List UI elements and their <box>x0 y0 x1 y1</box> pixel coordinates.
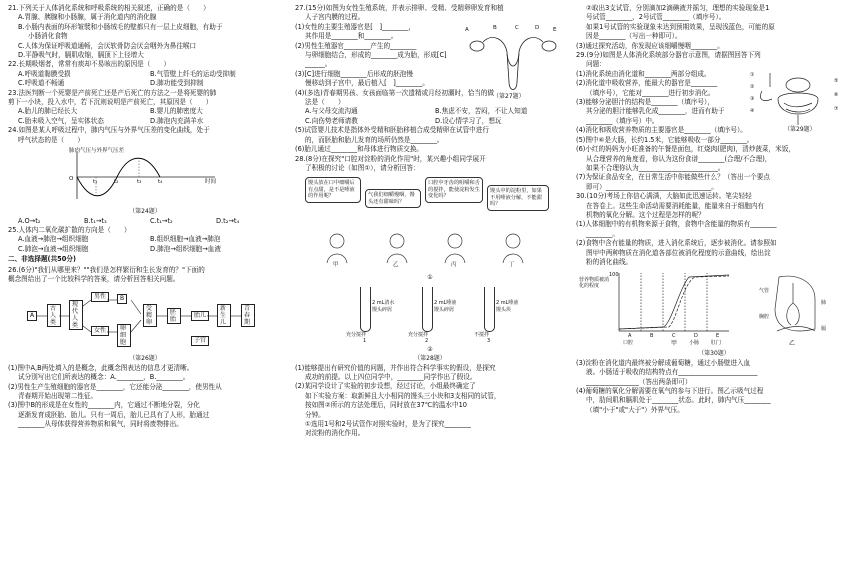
q24-xlabel: 时间 <box>205 179 217 186</box>
q30-sub1-cont: ________。 <box>586 229 619 238</box>
q28-fig2-label: ② <box>427 345 433 353</box>
q27-sub4-option-d: D.设心情学习了，想玩 <box>435 116 502 125</box>
concept-box-fetus: 胎儿 <box>191 311 209 321</box>
question-28 <box>295 155 565 439</box>
q22-option-d: D.肺功能受到抑制 <box>150 79 204 88</box>
q29-sub7-cont: 即可）________________________________。 <box>586 182 718 191</box>
tube2-top: 2 mL唾液 <box>434 299 457 306</box>
q25-stem: 25.人体内二氧化碳扩散的方向是（ ） <box>8 225 131 234</box>
concept-box-a: A <box>27 311 37 321</box>
q29-sub3-cont: 其分泌的胆汁能够乳化成________，进而有助于 <box>586 107 725 116</box>
q30-xtick-e: E <box>716 333 720 340</box>
q29-sub6-cont: 从合理营养的角度看，你认为这份食谱________(合理/不合理)， <box>586 154 772 163</box>
q24-option-c: C.t₁→t₂ <box>150 216 173 225</box>
q29-sub5: (5)图中⑥是大肠，长约1.5米，它能够吸收一部分________。 <box>576 135 754 144</box>
concept-box-puberty: 青春期 <box>241 304 255 327</box>
q27-sub3: (3)[C]进行细胞________后形成的胚泡慢 <box>295 69 413 78</box>
tube1-bottom: 充分搅拌 <box>346 331 367 338</box>
tube3-bottom: 不搅拌 <box>474 331 490 338</box>
q27-sub4-cont: 法是（ ） <box>305 98 345 107</box>
digestive-label-5: ⑤ <box>834 78 839 85</box>
concept-box-male: 男性 <box>91 292 109 302</box>
concept-box-ancient-human: 古人类 <box>47 304 61 327</box>
q29-sub3: (3)能够分泌胆汁的结构是________（填序号）， <box>576 98 714 107</box>
q24-stem-cont: 呼气状态的是（ ） <box>18 135 84 144</box>
q26-caption: （第26题） <box>129 355 161 363</box>
q22-stem: 22.长期吸烟者，常常有痰却不易咳出的原因是（ ） <box>8 60 171 69</box>
digestion-curve-1 <box>619 275 729 329</box>
q28-discussion-figure <box>305 175 555 271</box>
q30-figure <box>579 269 849 347</box>
q29-digestive-figure <box>748 69 848 133</box>
q30-sub2: (2)食物中含有能量的物质，进入消化系统后，逐步被消化。请参照如 <box>576 239 777 248</box>
q27-sub2: (2)男性生殖器官________产生的________ <box>295 41 417 50</box>
question-21 <box>8 4 282 60</box>
q26-stem: 26.(6分)"我们从哪里来？""我们是怎样繁衍和生长发育的？"下面的 <box>8 265 205 274</box>
q21-option-a: A.胃腺、胰腺和小肠腺，属于消化道内的消化腺 <box>18 13 157 22</box>
q28-sub2-part1-cont: 对淀粉的消化作用。 <box>305 429 365 438</box>
speech-bubble-ding: 馒头中的淀粉里，如果不用唾液分解，不能甜吗？ <box>487 185 549 210</box>
speech-bubble-jia: 馒头放在口中细嚼后有点甜，是不是唾液的作用呢？ <box>305 177 361 202</box>
q27-sub4: (4)(多选)青春期男孩、女孩面临第一次遗精或月经初潮时，恰当的做 <box>295 88 495 97</box>
q30-stem: 30.(10分)考场上你信心满满，大脑如此迅速运转。笔尖轻轻 <box>576 192 752 201</box>
speech-bubble-yi: 气我们细嚼慢咽，馒头还有甜味吗？ <box>365 189 421 208</box>
q28-sub2-part2-cont2: 如果1号试管的实验现象未达到预期效果，呈现浅蓝色，可能的原 <box>586 22 775 31</box>
q27-sub1-cont: 其作用是________和________。 <box>305 32 398 41</box>
q23-option-d: D.肺泡内充满羊水 <box>150 116 204 125</box>
q30-stem-cont2: 机物的氧化分解。这个过程是怎样的呢？ <box>586 210 705 219</box>
q27-stem: 27.(15分)如图为女性生殖系统，并表示排卵、受精、受精卵卵发育和植 <box>295 4 504 12</box>
concept-box-modern-human: 现代人类 <box>69 300 83 330</box>
student-jia: 甲 <box>333 262 339 269</box>
q26-sub3-cont2: ________从母体获得营养物质和氧气，同时将废物排出。 <box>18 420 183 429</box>
q28-test-tubes-figure <box>330 285 530 343</box>
q27-sub6: (6)胎儿通过________和母体进行物质交换。 <box>295 145 424 154</box>
q28-sub2-part2-cont: 号试管________，2号试管________（填序号）。 <box>586 13 726 22</box>
q24-option-a: A.O→t₂ <box>18 216 41 225</box>
q26-sub2-cont: 青春期开始出现第二性征。 <box>18 391 98 400</box>
tube2-number: 2 <box>425 337 429 344</box>
q21-option-b-cont: 小肠消化食物 <box>28 32 68 41</box>
student-bing: 丙 <box>451 262 457 269</box>
q30-sub4: (4)葡萄糖的氧化分解需要在氧气的参与下进行。图乙示吸气过程 <box>576 387 764 395</box>
q28-sub2-cont: 如下实验方案：取新鲜且大小相同的馒头三小块和3支相同的试管， <box>305 391 501 400</box>
tube3-mid: 馒头块 <box>496 306 512 313</box>
q30-sub2-cont: 图甲中两种物质在消化道各部位被消化程度的示意曲线，绘出淀 <box>586 248 771 257</box>
q25-option-a: A.血液→肺泡→组织细胞 <box>18 235 89 244</box>
q21-option-c: C.人体为保证呼吸道通畅，会厌软骨防会厌会咽外为鼻往喉口 <box>18 41 197 50</box>
q21-option-d: D.平静吸气时，膈肌收缩，膈顶下上径增大 <box>18 51 144 60</box>
uterus-label-e: E <box>553 27 557 33</box>
q26-concept-map <box>25 286 265 352</box>
q30-sub3: (3)淀粉在消化道内最终被分解成葡萄糖，通过小肠壁进入血 <box>576 358 751 367</box>
q30-sub-jia: 甲 <box>671 340 678 348</box>
student-yi: 乙 <box>393 262 399 269</box>
q29-sub4: (4)消化和吸收营养物质的主要器官是________（填序号）。 <box>576 126 747 135</box>
q29-sub1: (1)消化系统由消化道和________两部分组成。 <box>576 69 711 78</box>
uterus-label-d: D <box>535 25 540 31</box>
digestion-curve-diagram <box>579 269 849 347</box>
test-tube-1 <box>360 287 371 332</box>
q30-sub-yi: 乙 <box>789 340 796 348</box>
q24-option-d: D.t₂→t₄ <box>216 216 240 225</box>
q28-sub2-cont2: 按如图②所示的方法处理后，同时放在37℃的温水中10 <box>305 401 467 410</box>
q30-xlabel-small-intestine: 小肠 <box>689 340 700 347</box>
q27-sub4-option-b: B.焦虑不安，苦闷，不让人知道 <box>435 107 528 116</box>
students-illustration <box>305 175 555 271</box>
q28-caption: （第28题） <box>414 355 446 363</box>
q30-xtick-b: B <box>650 333 654 340</box>
question-26 <box>8 266 282 430</box>
q29-sub6-cont2: 如果不合理你认为________________________。 <box>586 163 725 172</box>
q24-stem: 24.如图是某人呼吸过程中，肺内气压与外界气压差的变化曲线，处于 <box>8 126 210 135</box>
concept-box-embryo: 胚胎 <box>167 308 181 324</box>
q23-stem: 23.法医判断一个死婴是产前死亡还是产后死亡的方法之一是将死婴的肺 <box>8 88 217 97</box>
q30-label-diaphragm: 膈 <box>821 326 827 333</box>
q27-sub5: (5)试管婴儿技术是指体外受精和胚胎移植合成受精卵在试管中进行 <box>295 126 489 135</box>
q25-option-b: B.组织细胞→血液→肺泡 <box>150 235 221 244</box>
q23-option-b: B.婴儿的肺密度大 <box>150 107 203 116</box>
q27-stem-cont: 人子宫内膜的过程。 <box>305 13 365 22</box>
q29-sub7: (7)为保证食品安全，在日常生活中你能做些什么？（答出一个要点 <box>576 173 770 182</box>
q28-sub2: (2)某同学设计了实验的初步设想，经过讨论，小组最终确定了 <box>295 382 476 391</box>
q29-sub2: (2)消化道中吸收营养，能最大的器官是________ <box>576 79 718 88</box>
q30-xlabel-anus: 肛门 <box>711 340 722 347</box>
student-ding: 丁 <box>509 262 515 269</box>
tube1-mid: 馒头碎屑 <box>372 306 393 313</box>
concept-box-egg: 卵细胞 <box>117 324 131 347</box>
q28-sub2-part2-cont3: 因是________（写出一种即可）。 <box>586 32 682 41</box>
q24-caption: （第24题） <box>129 208 161 216</box>
concept-box-female: 女性 <box>91 326 109 336</box>
q21-option-b: B.小肠内表面的环形皱襞和小肠绒毛的壁都只有一层上皮细胞，有助于 <box>18 22 223 31</box>
q28-sub1-cont: 成功的前提。以上四位同学中，________同学作出了假设。 <box>305 372 477 381</box>
q30-sub3-cont: 液。小肠适于吸收的结构特点有________________________ <box>586 368 758 377</box>
q26-stem-cont: 概念图给出了一个比较科学的答案，请分析回答相关问题。 <box>8 274 180 283</box>
q29-sub2-cont: （填序号），它能对________进行初步消化。 <box>586 88 715 97</box>
q28-stem-cont: 了积极的讨论（如图①），请分析回答： <box>305 163 420 172</box>
question-28-cont <box>576 4 852 51</box>
q28-sub2-cont3: 分钟。 <box>305 410 325 419</box>
tube3-number: 3 <box>487 337 491 344</box>
digestive-system-diagram <box>748 69 848 133</box>
q28-fig1-label: ① <box>427 274 433 282</box>
q26-sub2: (2)男性生产生殖细胞的器官是________，它还能分泌________，使男性从 <box>8 382 222 391</box>
q28-sub2-part1: ①选用1号和2号试管作对照实验时，是为了探究________ <box>305 419 471 428</box>
q24-tick-4: t₄ <box>158 179 163 186</box>
q30-sub1: (1)人体细胞中的有机物来源于食物，食物中含能量的物质有________ <box>576 220 777 229</box>
column-right <box>576 4 852 415</box>
q27-sub4-option-a: A.与父母交流沟通 <box>305 107 358 116</box>
column-left <box>8 4 282 430</box>
test-tube-2 <box>422 287 433 332</box>
concept-box-uterus: 子宫 <box>191 336 209 346</box>
q28-sub1: (1)能够提出有研究价值的问题，并作出符合科学事实的假设，是探究 <box>295 363 496 372</box>
q27-sub4-option-c: C.向伤势老师请教 <box>305 116 358 125</box>
q22-option-a: A.呼吸道黏膜受损 <box>18 69 71 78</box>
q26-sub3-cont: 逐渐发育成胚胎、胎儿。只有一周后，胎儿已具有了人形，胎通过 <box>18 410 210 419</box>
q26-sub1-cont: 试分别写出它们所表达的概念：A.________，B.________。 <box>18 373 190 382</box>
question-25 <box>8 226 282 254</box>
tube1-top: 2 mL清水 <box>372 299 395 306</box>
q30-ylabel: 营养物质被消化的程度 <box>579 277 610 290</box>
digestive-label-6: ⑥ <box>834 92 839 99</box>
q29-caption: （第29题） <box>784 126 816 134</box>
question-30 <box>576 192 852 415</box>
q23-stem-cont: 剪下一小块，投入水中，若下沉则说明是产前死亡，其原因是（ ） <box>8 98 213 107</box>
q23-option-c: C.胎未吸入空气，呈实体状态 <box>18 116 104 125</box>
q30-label-chest: 胸腔 <box>759 314 770 321</box>
uterus-label-b: B <box>493 25 497 31</box>
q27-sub1: (1)女性的主要生殖器官是[ ]________， <box>295 22 415 31</box>
q30-xlabel-mouth: 口腔 <box>623 340 634 347</box>
q27-sub3-cont: 慢移动到子宫中，最后植入[ ]________。 <box>305 79 429 88</box>
q23-option-a: A.胎儿的肺已经长大 <box>18 107 78 116</box>
column-middle <box>295 4 565 439</box>
q24-tick-1: t₁ <box>93 179 98 186</box>
q24-ylabel: 肺内气压与外界气压差 <box>69 148 125 155</box>
digestive-label-4: ④ <box>750 108 755 115</box>
q30-sub2-cont2: 粉的消化曲线。 <box>586 257 633 266</box>
q24-option-b: B.t₁→t₃ <box>84 216 107 225</box>
q30-stem-cont: 在答卷上。这些生命活动需要消耗能量，能量来自于细胞内有 <box>586 201 765 210</box>
q27-sub2-cont: 与卵细胞结合，形成的________成为胎，形成[C] <box>305 51 447 60</box>
q25-option-d: D.肺泡→组织细胞→血液 <box>150 244 221 253</box>
digestive-label-3: ③ <box>750 96 755 103</box>
digestive-label-2: ② <box>750 84 755 91</box>
concept-box-newborn: 新生儿 <box>217 304 231 327</box>
q30-xtick-c: C <box>672 333 676 340</box>
concept-box-zygote: 受精卵 <box>143 304 157 327</box>
part-2-heading: 二、非选择题(共50分) <box>8 255 76 264</box>
q30-ymax: 100 <box>609 272 619 279</box>
q24-figure <box>65 147 225 205</box>
question-22 <box>8 60 282 88</box>
test-tube-3 <box>484 287 495 332</box>
q30-sub4-cont: 中，肋间肌和膈肌处于________状态。此时，肺内气压________ <box>586 396 771 405</box>
question-23 <box>8 89 282 127</box>
q22-option-c: C.呼吸道不畅通 <box>18 79 65 88</box>
q30-label-lung: 肺 <box>821 300 827 307</box>
q26-sub1: (1)图中A,B两处填入的是概念，此概念图表达的信息才更清晰。 <box>8 363 194 372</box>
q30-sub4-cont2: （填"小于"或"大于"）外界气压。 <box>586 405 684 414</box>
q24-tick-3: t₃ <box>137 179 142 186</box>
digestion-curve-2 <box>619 276 729 329</box>
tube1-number: 1 <box>363 337 367 344</box>
q30-sub3-cont2: ________________（答出两条即可） <box>586 377 692 386</box>
q27-uterus-figure <box>463 22 563 102</box>
concept-box-b: B <box>117 294 127 304</box>
q29-stem: 29.(9分)如图是人体消化系统部分器官示意图，请据图回答下列 <box>576 51 761 60</box>
question-24 <box>8 126 282 226</box>
tube3-top: 2 mL唾液 <box>496 299 519 306</box>
q28-stem: 28.(8分)在探究"口腔对淀粉的消化作用"时，某兴趣小组同学展开 <box>295 154 486 163</box>
q29-sub3-cont2: ________（填序号）中。 <box>586 116 659 125</box>
q27-sub5-cont: 的，而胚胎和胎儿发育的场所仍然是________。 <box>305 135 444 144</box>
female-reproductive-diagram <box>463 22 563 102</box>
q24-tick-2: t₂ <box>114 179 119 186</box>
digestive-label-7: ⑦ <box>834 106 839 113</box>
question-29 <box>576 51 852 192</box>
q25-option-c: C.肺泡→血液→组织细胞 <box>18 244 89 253</box>
speech-bubble-bing: 口腔中牙齿的咀嚼和舌的搅拌，能使淀粉发生变化吗？ <box>425 177 483 202</box>
uterus-label-a: A <box>465 27 469 33</box>
q29-sub6: (6)小红的妈妈为小旺准备的午餐是面包，红烧肉(肥肉)，清炒菠菜，米饭， <box>576 145 795 154</box>
q28-sub2-part2: ②取出3支试管，分别滴加2滴碘液并摇匀，理想的实验现象是1 <box>586 4 770 12</box>
q22-option-b: B.气管壁上纤毛的运动受抑制 <box>150 69 236 78</box>
q21-stem: 21.下列关于人体消化系统和呼吸系统的相关叙述，正确的是（ ） <box>8 4 210 12</box>
q24-origin: O <box>69 176 74 183</box>
q29-stem-cont: 问题： <box>586 60 606 69</box>
q30-caption: （第30题） <box>698 350 730 358</box>
digestive-label-1: ① <box>750 72 755 79</box>
q27-caption: （第27题） <box>493 93 525 100</box>
tube2-bottom: 充分搅拌 <box>408 331 429 338</box>
question-27 <box>295 4 565 155</box>
q30-xtick-d: D <box>694 333 698 340</box>
q26-sub3: (3)图中B的形成是在女性的________内，它通过不断地分裂，分化 <box>8 401 200 410</box>
uterus-label-c: C <box>515 25 519 31</box>
q30-label-trachea: 气管 <box>759 288 770 295</box>
q28-sub3: (3)通过探究活动，你发现应该细嚼慢咽________。 <box>576 41 724 50</box>
q27-sub2-cont2: ______。 <box>305 60 332 69</box>
q30-xtick-a: A <box>628 333 632 340</box>
tube2-mid: 馒头碎屑 <box>434 306 455 313</box>
